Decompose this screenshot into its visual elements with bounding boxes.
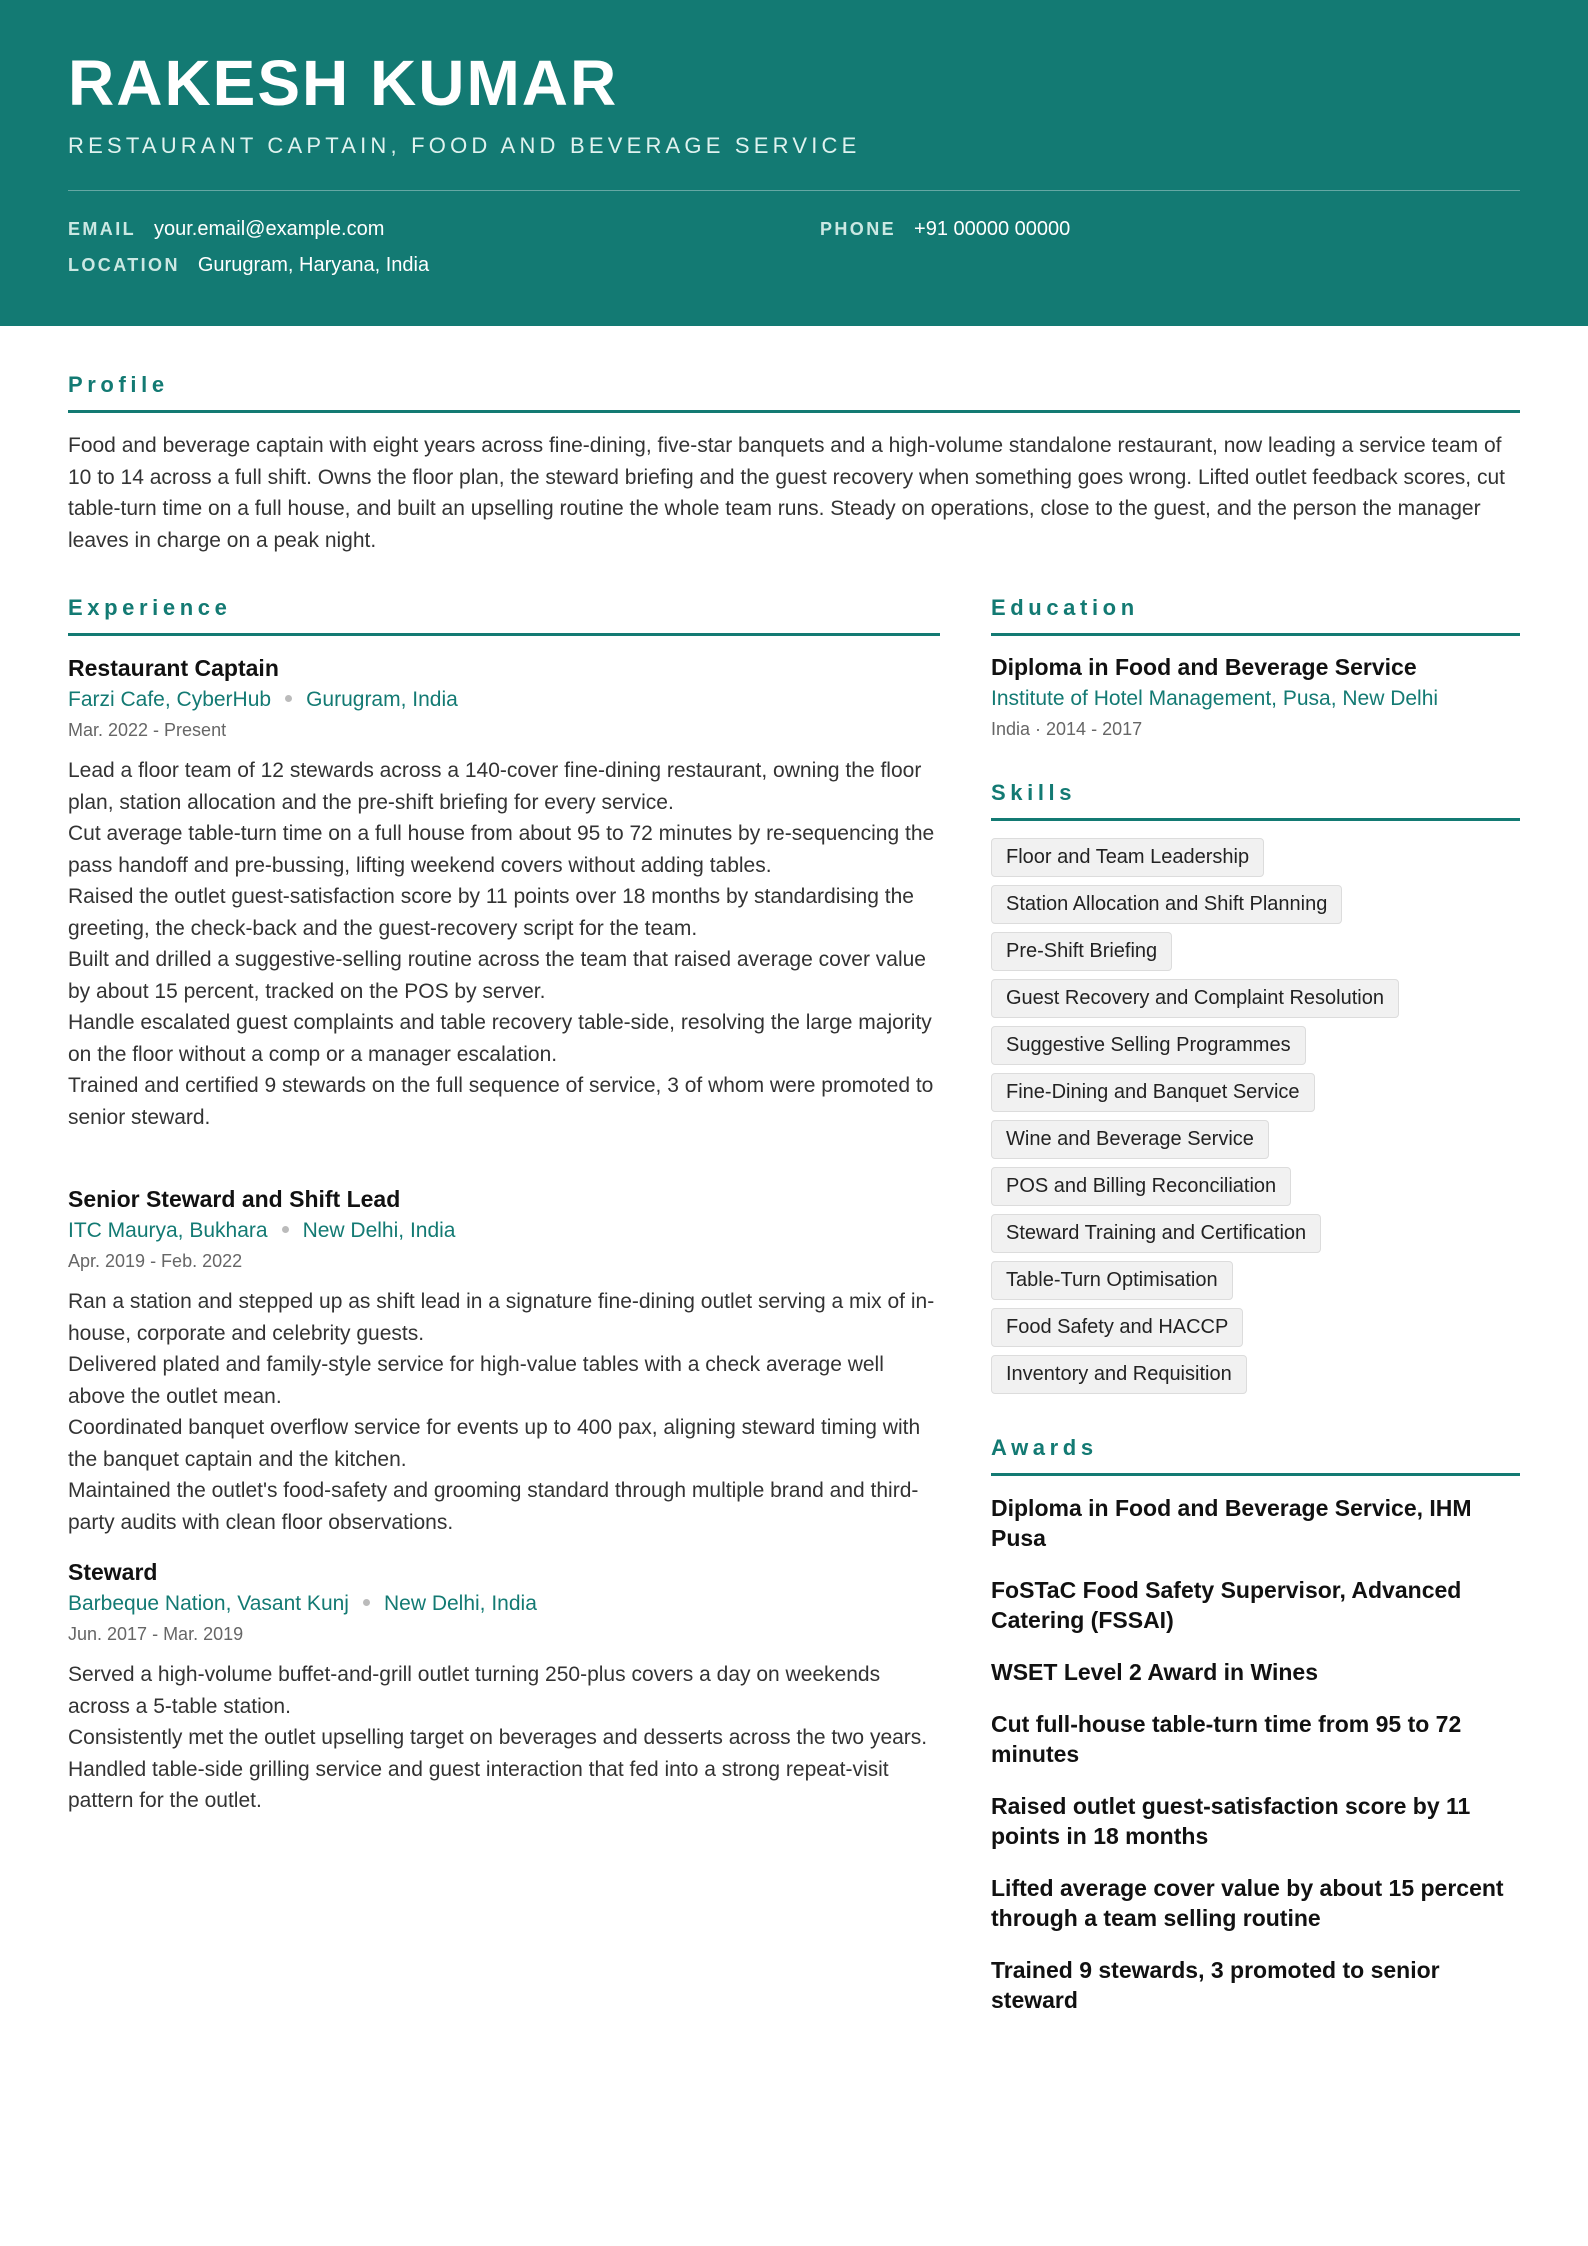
job-dates: Jun. 2017 - Mar. 2019: [68, 1624, 244, 1644]
job-bullet: Built and drilled a suggestive-selling routine across the team that raised average cover value by about 15 percent, tracked on the POS by server.: [68, 948, 926, 1003]
job-dates: Mar. 2022 - Present: [68, 720, 227, 740]
email-value[interactable]: your.email@example.com: [154, 218, 385, 240]
resume-header: [0, 0, 1588, 326]
job-title: Steward: [68, 1559, 158, 1585]
job-bullet: Coordinated banquet overflow service for events up to 400 pax, aligning steward timing with the banquet captain and the kitchen.: [68, 1416, 921, 1471]
experience-divider: [68, 633, 940, 636]
skills-list: [991, 838, 1520, 1402]
award-item: Raised outlet guest-satisfaction score by 11 points in 18 months: [991, 1793, 1471, 1849]
job-bullet: Ran a station and stepped up as shift lead in a signature fine-dining outlet serving a mix of in-house, corporate and celebrity guests.: [68, 1290, 935, 1345]
candidate-role: RESTAURANT CAPTAIN, FOOD AND BEVERAGE SERVICE: [68, 133, 861, 158]
job-org: [68, 685, 940, 715]
job-bullet: Lead a floor team of 12 stewards across a 140-cover fine-dining restaurant, owning the floor plan, station allocation and the pre-shift briefing for every service.: [68, 759, 922, 814]
skills-heading: Skills: [991, 780, 1077, 805]
awards-list: [991, 1493, 1520, 2037]
award-item: Cut full-house table-turn time from 95 to 72 minutes: [991, 1711, 1462, 1767]
contact-email: [68, 218, 384, 241]
award-item: Diploma in Food and Beverage Service, IHM Pusa: [991, 1495, 1472, 1551]
job-dates: Apr. 2019 - Feb. 2022: [68, 1251, 243, 1271]
candidate-name: RAKESH KUMAR: [68, 47, 619, 119]
award-item: WSET Level 2 Award in Wines: [991, 1659, 1318, 1685]
job-title: Restaurant Captain: [68, 655, 279, 681]
job-bullet: Handled table-side grilling service and guest interaction that fed into a strong repeat-visit pattern for the outlet.: [68, 1757, 889, 1812]
education-degree: Diploma in Food and Beverage Service: [991, 654, 1417, 680]
job-bullet: Served a high-volume buffet-and-grill outlet turning 250-plus covers a day on weekends across a 5-table station.: [68, 1663, 881, 1718]
awards-divider: [991, 1473, 1520, 1476]
education-entry: [991, 652, 1520, 742]
education-school: Institute of Hotel Management, Pusa, New Delhi: [991, 687, 1439, 710]
job-org: [68, 1216, 940, 1246]
job-bullet: Cut average table-turn time on a full house from about 95 to 72 minutes by re-sequencing the pass handoff and pre-bussing, lifting weekend covers without adding tables.: [68, 822, 935, 877]
job-entry: [68, 1557, 940, 1817]
job-title: Senior Steward and Shift Lead: [68, 1186, 401, 1212]
skill-chip: Pre-Shift Briefing: [991, 932, 1172, 971]
job-bullet: Consistently met the outlet upselling target on beverages and desserts across the two years.: [68, 1726, 928, 1749]
skill-chip: Steward Training and Certification: [991, 1214, 1321, 1253]
job-location: Gurugram, India: [306, 688, 458, 711]
job-bullet: Raised the outlet guest-satisfaction score by 11 points over 18 months by standardising the greeting, the check-back and the guest-recovery script for the team.: [68, 885, 914, 940]
job-org: [68, 1589, 940, 1619]
contact-phone: [820, 218, 1070, 241]
skill-chip: Wine and Beverage Service: [991, 1120, 1269, 1159]
profile-heading: Profile: [68, 372, 169, 397]
job-bullets: [68, 755, 940, 1133]
separator-dot-icon: [282, 1226, 289, 1233]
job-company: Farzi Cafe, CyberHub: [68, 688, 272, 711]
skill-chip: Table-Turn Optimisation: [991, 1261, 1233, 1300]
experience-heading: Experience: [68, 595, 232, 620]
skill-chip: Food Safety and HACCP: [991, 1308, 1243, 1347]
profile-summary: Food and beverage captain with eight years across fine-dining, five-star banquets and a high-volume standalone restaurant, now leading a service team of 10 to 14 across a full shift. Owns the floor plan, the steward briefing and the guest recovery when something goes wrong. Lifted outlet feedback scores, cut table-turn time on a full house, and built an upselling routine the whole team runs. Steady on operations, close to the guest, and the person the manager leaves in charge on a peak night.: [68, 434, 1505, 552]
skill-chip: POS and Billing Reconciliation: [991, 1167, 1291, 1206]
job-entry: [68, 653, 940, 1133]
phone-value[interactable]: +91 00000 00000: [914, 218, 1071, 240]
skill-chip: Floor and Team Leadership: [991, 838, 1264, 877]
skill-chip: Suggestive Selling Programmes: [991, 1026, 1306, 1065]
job-company: ITC Maurya, Bukhara: [68, 1219, 268, 1242]
job-bullets: [68, 1286, 940, 1538]
job-bullet: Maintained the outlet's food-safety and grooming standard through multiple brand and third-party audits with clean floor observations.: [68, 1479, 919, 1534]
awards-heading: Awards: [991, 1435, 1098, 1460]
location-label: LOCATION: [68, 255, 180, 275]
separator-dot-icon: [285, 695, 292, 702]
job-bullets: [68, 1659, 940, 1817]
job-location: New Delhi, India: [383, 1592, 537, 1615]
job-bullet: Handle escalated guest complaints and table recovery table-side, resolving the large majority on the floor without a comp or a manager escalation.: [68, 1011, 932, 1066]
skill-chip: Guest Recovery and Complaint Resolution: [991, 979, 1399, 1018]
award-item: FoSTaC Food Safety Supervisor, Advanced Catering (FSSAI): [991, 1577, 1462, 1633]
header-divider: [68, 190, 1520, 191]
location-value: Gurugram, Haryana, India: [197, 254, 430, 276]
email-label: EMAIL: [68, 219, 136, 239]
contact-location: [68, 254, 429, 277]
job-bullet: Trained and certified 9 stewards on the full sequence of service, 3 of whom were promoted to senior steward.: [68, 1074, 934, 1129]
phone-label: PHONE: [820, 219, 897, 239]
job-company: Barbeque Nation, Vasant Kunj: [68, 1592, 349, 1615]
education-divider: [991, 633, 1520, 636]
award-item: Trained 9 stewards, 3 promoted to senior steward: [991, 1957, 1440, 2013]
education-heading: Education: [991, 595, 1139, 620]
skill-chip: Fine-Dining and Banquet Service: [991, 1073, 1315, 1112]
skill-chip: Station Allocation and Shift Planning: [991, 885, 1342, 924]
skill-chip: Inventory and Requisition: [991, 1355, 1247, 1394]
profile-divider: [68, 410, 1520, 413]
job-location: New Delhi, India: [302, 1219, 456, 1242]
job-entry: [68, 1184, 940, 1538]
award-item: Lifted average cover value by about 15 percent through a team selling routine: [991, 1875, 1504, 1931]
separator-dot-icon: [363, 1599, 370, 1606]
skills-divider: [991, 818, 1520, 821]
education-meta: India · 2014 - 2017: [991, 719, 1143, 739]
job-bullet: Delivered plated and family-style service for high-value tables with a check average well above the outlet mean.: [68, 1353, 884, 1408]
